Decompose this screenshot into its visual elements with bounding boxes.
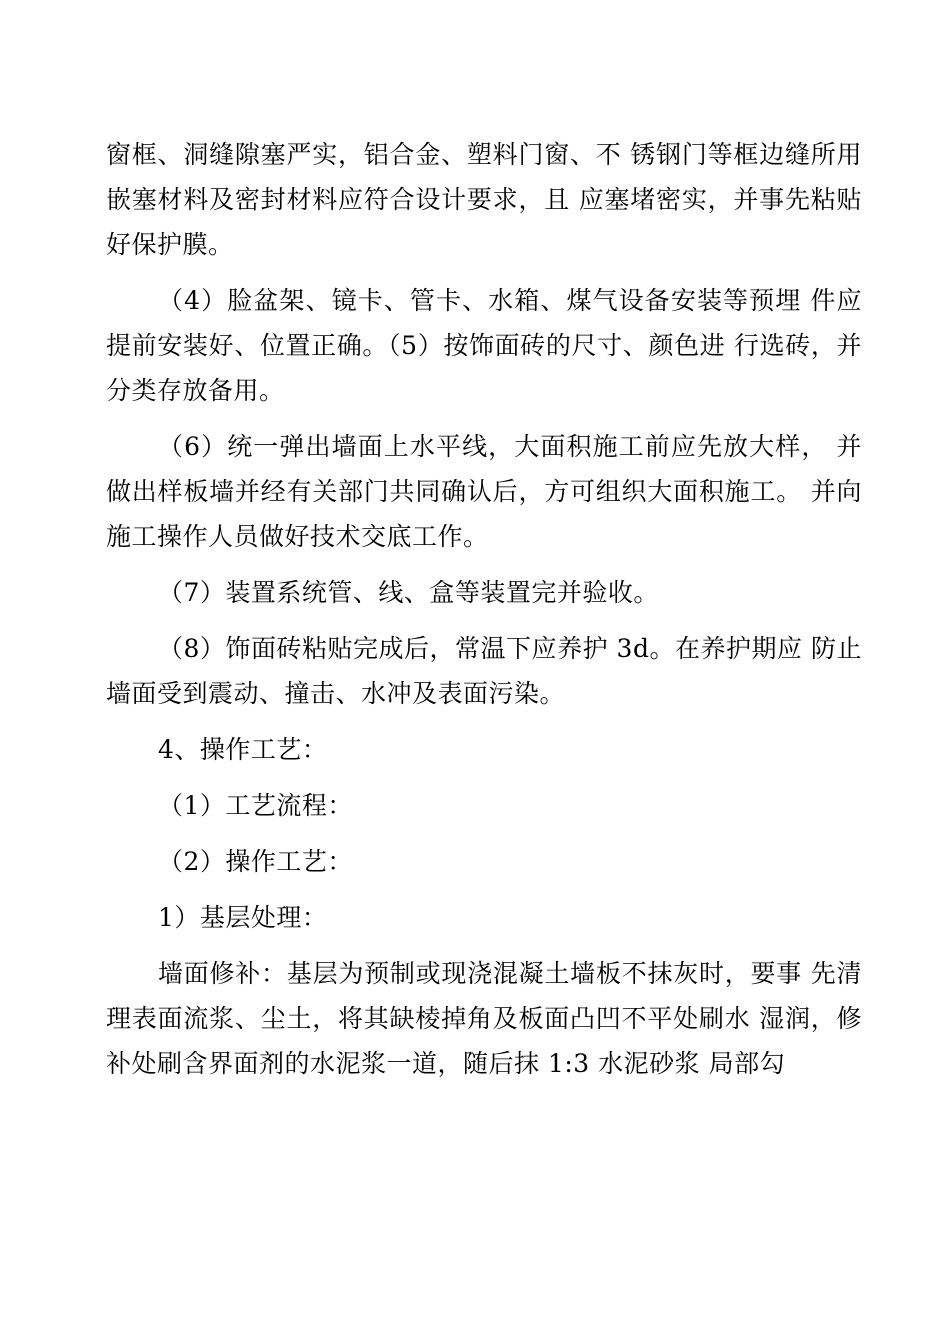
document-body bbox=[106, 132, 862, 1097]
paragraph-1: 窗框、洞缝隙塞严实，铝合金、塑料门窗、不 锈钢门等框边缝所用嵌塞材料及密封材料应符合设计要求，且 应塞堵密实，并事先粘贴好保护膜。 bbox=[106, 140, 862, 259]
paragraph-3: （6）统一弹出墙面上水平线，大面积施工前应先放大样， 并做出样板墙并经有关部门共同确认后，方可组织大面积施工。 并向施工操作人员做好技术交底工作。 bbox=[106, 432, 862, 551]
subheading-process-flow: （1）工艺流程： bbox=[158, 791, 353, 820]
subheading-base-treatment: 1）基层处理： bbox=[158, 903, 328, 932]
paragraph-5: （8）饰面砖粘贴完成后，常温下应养护 3d。在养护期应 防止墙面受到震动、撞击、水冲及表面污染。 bbox=[106, 634, 862, 708]
paragraph-2: （4）脸盆架、镜卡、管卡、水箱、煤气设备安装等预埋 件应提前安装好、位置正确。（5）按饰面砖的尺寸、颜色进 行选砖，并分类存放备用。 bbox=[106, 286, 862, 405]
paragraph-wall-repair: 墙面修补：基层为预制或现浇混凝土墙板不抹灰时，要事 先清理表面流浆、尘土，将其缺棱掉角及板面凸凹不平处刷水 湿润，修补处刷含界面剂的水泥浆一道，随后抹 1:3 水泥砂浆 局部勾 bbox=[106, 959, 862, 1078]
section-heading-operation-process: 4、操作工艺： bbox=[158, 735, 328, 764]
paragraph-4: （7）装置系统管、线、盒等装置完并验收。 bbox=[158, 578, 659, 607]
subheading-operation-process: （2）操作工艺： bbox=[158, 847, 353, 876]
